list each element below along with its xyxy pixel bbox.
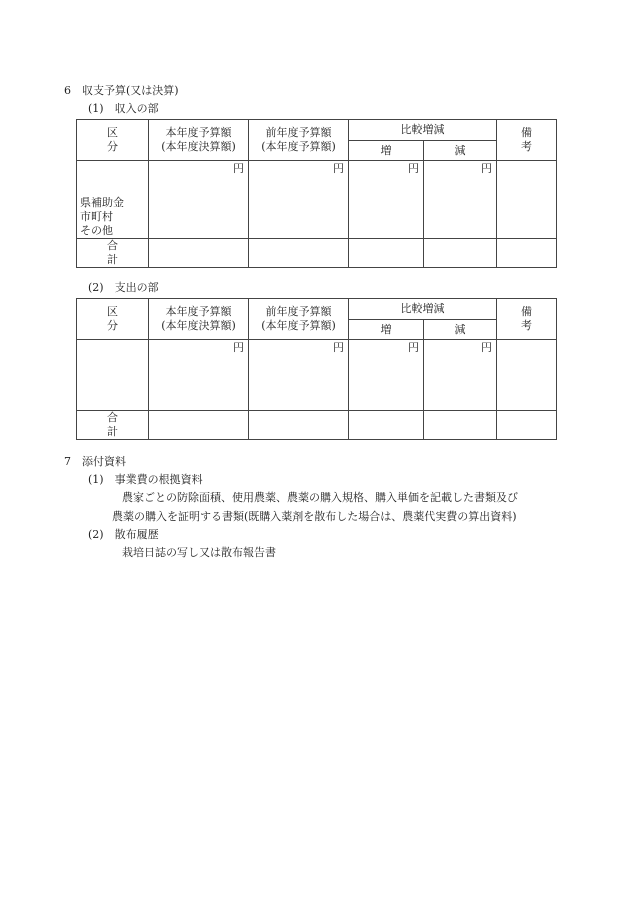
header-comparison: 比較増減: [349, 120, 497, 141]
expense-categories-cell[interactable]: [77, 340, 149, 411]
header-current-budget: [149, 299, 249, 340]
header-remarks: 備 考: [497, 299, 557, 340]
header-previous-line2: (本年度予算額): [261, 319, 336, 332]
total-decrease-cell[interactable]: [424, 239, 497, 268]
attachment-item1-line1: 農家ごとの防除面積、使用農薬、農薬の購入規格、購入単価を記載した書類及び: [122, 491, 518, 504]
total-increase-cell[interactable]: [349, 239, 424, 268]
header-increase: 増: [349, 320, 424, 340]
row-label-prefecture-subsidy: 県補助金: [80, 196, 124, 209]
header-decrease: 減: [424, 320, 497, 340]
increase-amount-cell[interactable]: 円: [349, 340, 424, 411]
header-category: 区 分: [77, 299, 149, 340]
header-decrease: 減: [424, 141, 497, 161]
attachment-item1-line2: 農薬の購入を証明する書類(既購入薬剤を散布した場合は、農薬代実費の算出資料): [112, 510, 517, 523]
total-previous-cell[interactable]: [249, 411, 349, 440]
header-current-line2: (本年度決算額): [161, 319, 236, 332]
header-previous-line1: 前年度予算額: [265, 126, 332, 139]
total-remarks-cell[interactable]: [497, 411, 557, 440]
header-increase: 増: [349, 141, 424, 161]
expense-section-title: (2) 支出の部: [88, 281, 159, 294]
header-category: 区 分: [77, 120, 149, 161]
header-comparison: 比較増減: [349, 299, 497, 320]
current-amount-cell[interactable]: 円: [149, 340, 249, 411]
income-section-title: (1) 収入の部: [88, 102, 159, 115]
header-current-line2: (本年度決算額): [161, 140, 236, 153]
income-table: [76, 119, 563, 268]
row-label-municipality: 市町村: [80, 210, 113, 223]
attachment-item1-title: (1) 事業費の根拠資料: [88, 473, 203, 486]
expense-table: [76, 298, 563, 440]
previous-amount-cell[interactable]: 円: [249, 161, 349, 239]
header-remarks: 備 考: [497, 120, 557, 161]
total-previous-cell[interactable]: [249, 239, 349, 268]
previous-amount-cell[interactable]: 円: [249, 340, 349, 411]
increase-amount-cell[interactable]: 円: [349, 161, 424, 239]
row-label-other: その他: [80, 224, 113, 237]
remarks-cell[interactable]: [497, 161, 557, 239]
income-categories: [77, 161, 149, 239]
current-amount-cell[interactable]: 円: [149, 161, 249, 239]
header-current-budget: [149, 120, 249, 161]
header-previous-line2: (本年度予算額): [261, 140, 336, 153]
header-current-line1: 本年度予算額: [165, 126, 232, 139]
decrease-amount-cell[interactable]: 円: [424, 340, 497, 411]
attachment-item2-line1: 栽培日誌の写し又は散布報告書: [122, 546, 276, 559]
section6-title: 6 収支予算(又は決算): [64, 84, 179, 97]
section7-title: 7 添付資料: [64, 455, 126, 468]
total-remarks-cell[interactable]: [497, 239, 557, 268]
decrease-amount-cell[interactable]: 円: [424, 161, 497, 239]
header-previous-line1: 前年度予算額: [265, 305, 332, 318]
total-label: 合 計: [77, 239, 149, 268]
remarks-cell[interactable]: [497, 340, 557, 411]
attachment-item2-title: (2) 散布履歴: [88, 528, 159, 541]
header-previous-budget: [249, 120, 349, 161]
total-current-cell[interactable]: [149, 239, 249, 268]
header-current-line1: 本年度予算額: [165, 305, 232, 318]
header-previous-budget: [249, 299, 349, 340]
total-decrease-cell[interactable]: [424, 411, 497, 440]
total-label: 合 計: [77, 411, 149, 440]
total-current-cell[interactable]: [149, 411, 249, 440]
total-increase-cell[interactable]: [349, 411, 424, 440]
